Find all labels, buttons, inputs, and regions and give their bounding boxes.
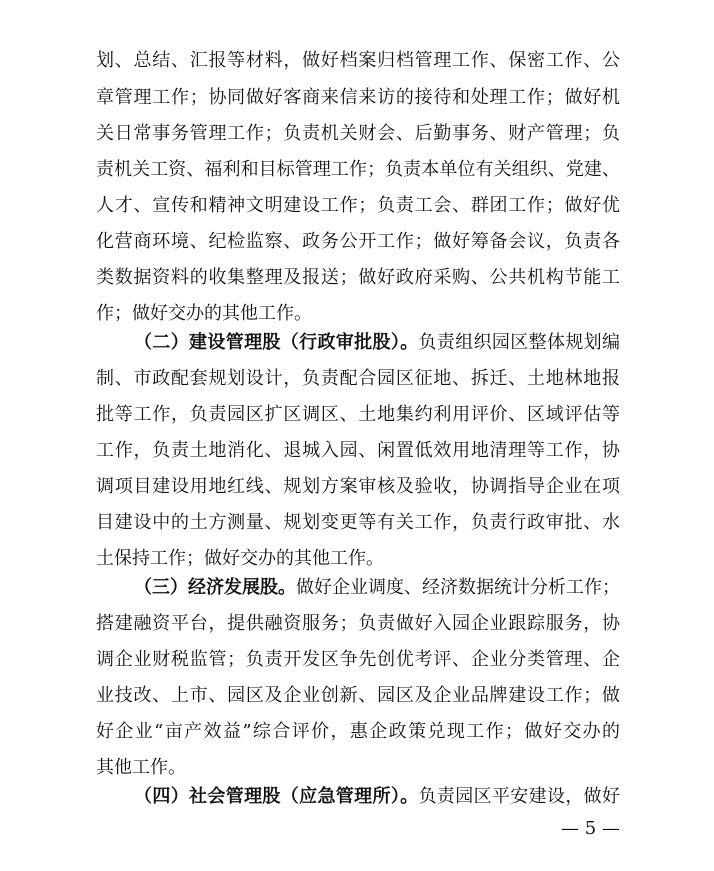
- text-line: 制、市政配套规划设计，负责配合园区征地、拆迁、土地林地报: [96, 368, 620, 389]
- text-line: 作；做好交办的其他工作。: [96, 303, 312, 324]
- text-span: 做好企业调度、经济数据统计分析工作；: [296, 577, 620, 598]
- text-line: 业技改、上市、园区及企业创新、园区及企业品牌建设工作；做: [96, 685, 620, 706]
- text-line: 类数据资料的收集整理及报送；做好政府采购、公共机构节能工: [96, 267, 620, 288]
- text-line: 人才、宣传和精神文明建设工作；负责工会、群团工作；做好优: [96, 195, 620, 216]
- text-line: 土保持工作；做好交办的其他工作。: [96, 548, 384, 569]
- text-line: 调企业财税监管；负责开发区争先创优考评、企业分类管理、企: [96, 649, 620, 670]
- paragraph-first-line: [134, 330, 620, 356]
- text-line: 化营商环境、纪检监察、政务公开工作；做好筹备会议，负责各: [96, 231, 620, 252]
- section-heading: （三）经济发展股。: [134, 577, 296, 598]
- text-line: 其他工作。: [96, 757, 186, 778]
- text-line: 工作，负责土地消化、退城入园、闲置低效用地清理等工作，协: [96, 440, 620, 461]
- text-span: 负责组织园区整体规划编: [418, 332, 621, 353]
- text-line: 好企业“亩产效益”综合评价，惠企政策兑现工作；做好交办的: [96, 721, 620, 742]
- paragraph-first-line: [134, 575, 620, 601]
- text-span: 负责园区平安建设，做好: [418, 786, 621, 807]
- text-line: 目建设中的土方测量、规划变更等有关工作，负责行政审批、水: [96, 512, 620, 533]
- text-line: 责机关工资、福利和目标管理工作；负责本单位有关组织、党建、: [96, 159, 620, 180]
- section-heading: （二）建设管理股（行政审批股）。: [134, 332, 419, 353]
- page-number: — 5 —: [561, 818, 620, 839]
- section-heading: （四）社会管理股（应急管理所）。: [134, 786, 419, 807]
- text-line: 搭建融资平台，提供融资服务；负责做好入园企业跟踪服务，协: [96, 613, 620, 634]
- paragraph-first-line: [134, 784, 620, 810]
- text-line: 批等工作，负责园区扩区调区、土地集约利用评价、区域评估等: [96, 404, 620, 425]
- text-line: 调项目建设用地红线、规划方案审核及验收，协调指导企业在项: [96, 476, 620, 497]
- text-line: 章管理工作；协同做好客商来信来访的接待和处理工作；做好机: [96, 87, 620, 108]
- text-line: 关日常事务管理工作；负责机关财会、后勤事务、财产管理；负: [96, 123, 620, 144]
- text-line: 划、总结、汇报等材料，做好档案归档管理工作、保密工作、公: [96, 50, 620, 71]
